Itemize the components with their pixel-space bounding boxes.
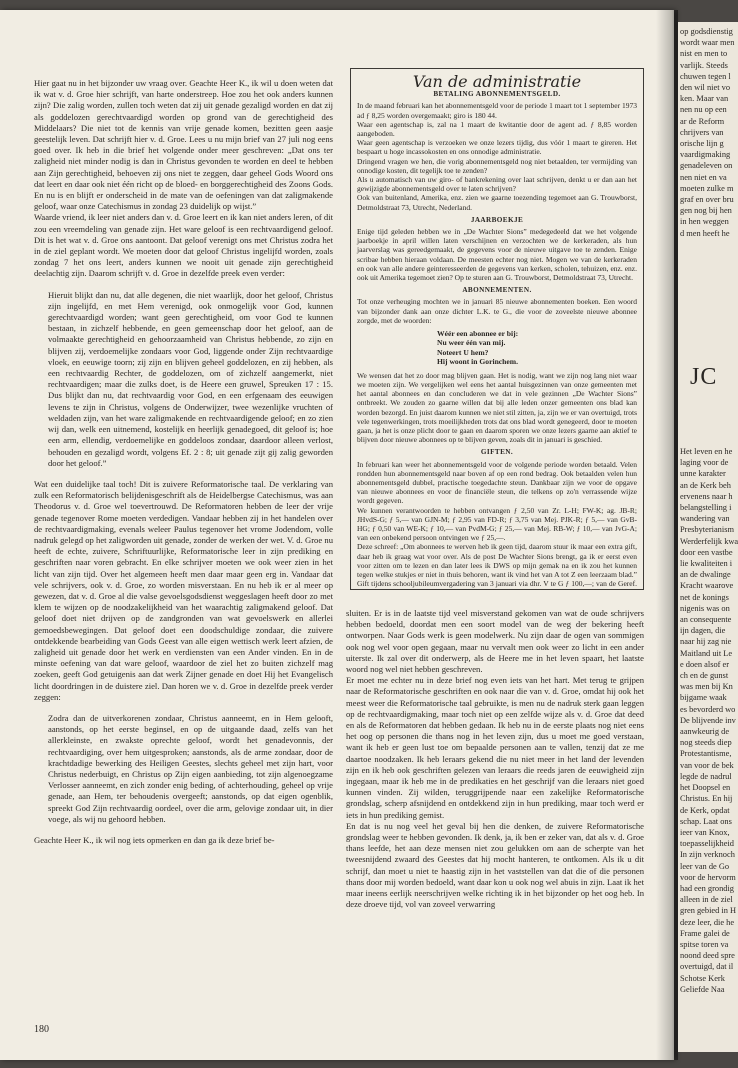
- adjacent-page-line: nen nu op een: [680, 105, 727, 115]
- block-quote: Hieruit blijkt dan nu, dat alle degenen, die niet waarlijk, door het geloof, Christus zijn ingelijfd, en met Hem verenigd, ook onmogelijk voor God, kunnen gerechtvaardigd worden; want geen gerechtigheid, om voor God te kunnen bestaan, in zichzelf hebbende, en geen gemeenschap door het geloof, aan de volmaakte gerechtigheid en gehoorzaamheid van Christus hebbende, zo zijn en blijven zij, verdoemelijke zondaars voor God, liggende onder Zijn rechtvaardige vloek, en eeuwige toorn; zij zijn en blijven geheel goddelozen, en zij hebben, als een rechtvaardig Rechter, de goddelozen, om of zichzelf aangemerkt, niet rechtvaardigen; maar die zulks doet, is de Heere een gruwel, Spreuken 17 : 15. Dus blijkt dan nu, dat rechtvaardig voor God, en een erfgenaam des eeuwigen levens te zijn in Christus, volgens de Onderwijzer, twee wezenlijke vruchten of weldaden zijn, van het ware zaligmakende en rechtvaardigende geloof; en zo zien wij dan, welk een uitnemend, kostelijk en heerlijk genadegoed, dit geloof is; hoe een arm, ellendig, verdoemelijke en goddeloos zondaar, daardoor alleen verlost, behouden en gezaligd wordt, volgens Ef. 2 : 8; uit genade zijt gij zalig geworden door het geloof.”: [48, 289, 333, 468]
- adjacent-page-line: Het leven en he: [680, 447, 733, 456]
- box-paragraph: Tot onze verheuging mochten we in januari 85 nieuwe abonnementen boeken. Een woord van bijzonder dank aan onze dichter L.K. te G., die voor de zoveelste nieuwe abonnee zorgde, met de woorden:: [357, 297, 637, 325]
- adjacent-page-line: wordt waar men: [680, 38, 735, 48]
- poem-line: Hij woont in Gorinchem.: [437, 357, 518, 367]
- adjacent-page-line: legde de nadrul: [680, 771, 732, 781]
- adjacent-page-line: Frame galei de: [680, 928, 730, 938]
- adjacent-page-line: had een grondig: [680, 883, 734, 893]
- box-paragraph: We kunnen verantwoorden te hebben ontvangen ƒ 2,50 van Zr. L-H; FW-K; ag. JB-R; JHvdS-G; ƒ 5,— van GJN-M; ƒ 2,95 van FD-R; ƒ 3,75 van Mej. PJK-R; ƒ 5,— van GvB-HG; ƒ 0,50 van WE-K; ƒ 10,— van PvdM-G; ƒ 25,— van Mej. RB-W; ƒ 10,— van JvG-A; van een onbekend persoon ontvingen we ƒ 25,—.: [357, 505, 637, 543]
- page-number: 180: [34, 1024, 49, 1035]
- adjacent-page-line: genadeleven on: [680, 161, 733, 171]
- adjacent-page-text-bottom: [680, 446, 738, 1046]
- poem-line: Wéér een abonnee er bij:: [437, 329, 519, 339]
- adjacent-page-line: lie kwaliteiten i: [680, 559, 733, 569]
- section-heading: ABONNEMENTEN.: [462, 286, 532, 295]
- section-heading: JAARBOEKJE: [470, 215, 524, 224]
- box-paragraph: Enige tijd geleden hebben we in „De Wachter Sions” medegedeeld dat we het volgende jaarboekje in april willen laten verschijnen en verzochten we de kerkeraden, als hun jaarverslag was gereedgemaakt, de gegevens voor de nieuwe uitgave toe te zenden. Enige scribae hebben hieraan voldaan. De meesten echter nog niet. Mogen we van de kerkeraden en ook van alle andere geinteresseerden de gegevens van kerken, scholen, tehuizen, enz. enz. ook uit Amerika tegemoet zien? Op te sturen aan G. Trouwborst, Detmoldstraat 73, Utrecht.: [357, 227, 637, 283]
- adjacent-page-line: aanwkeurig de: [680, 727, 730, 737]
- adjacent-page-line: deze leer, die he: [680, 917, 735, 927]
- adjacent-page-text-top: [680, 26, 738, 326]
- box-paragraph: Waar een agentschap is, zal na 1 maart de kwitantie door de agent ad. ƒ 8,85 worden aangeboden.: [357, 119, 637, 139]
- adjacent-page-line: laging voor de: [680, 458, 729, 468]
- adjacent-page-line: an consequente: [680, 615, 732, 625]
- poem-line: Noteert U hem?: [437, 347, 489, 357]
- adjacent-page-line: ervenens naar h: [680, 491, 733, 501]
- adjacent-page-line: van voor de bek: [680, 760, 734, 770]
- adjacent-page-line: nen niet en va: [680, 172, 727, 182]
- adjacent-page-line: Kracht waarove: [680, 581, 734, 591]
- book-gutter: [656, 10, 678, 1060]
- adjacent-page-line: toepasselijkheid: [680, 839, 734, 849]
- block-quote: Zodra dan de uitverkorenen zondaar, Christus aanneemt, en in Hem gelooft, aanstonds, op het eerste beginsel, en op de uitgaande daad, zelfs van het allerkleinste, en zwakste oprechte geloof, wordt het genadevonnis, der rechtvaardiging, over hem uitgesproken; aanstonds, als de arme zondaar, door de krachtdadige bewerking des Heiligen Geestes, slechts geheel met zijn hart, voor Christus nederbuigt, en Christus op Zijn eigen aanbieding, tot zijn algenoegzame Verlosser aanneemt, en zich zonder enig beding, of achterhouding, geheel op vrije genade, aan Hem, ter behoudenis overgeeft; aanstonds, op dat eigen ogenblik, spreekt God Zijn rechtvaardig oordeel, over die arm, gelovige zondaar uit, in dier voege, als wij nu gehoord hebben.: [48, 712, 333, 824]
- adjacent-page-line: nog steeds diep: [680, 738, 732, 748]
- box-paragraph: Deze schreef: „Om abonnees te werven heb ik geen tijd, daarom stuur ik maar een extra gift, daar heb ik graag wat voor over. Als de post De Wachter Sions brengt, ga ik er eerst even voor zitten om te lezen en dan later lees ik DWS op mijn gemak na en ik zou het kunnen tegen welke stukjes er niet in thuis behoren, want ik vind het van A tot Z een leerzaam blad.” Gift tijdens schooljubileumvergadering van 3 januari via dhr. V te G ƒ 100,—; van de Geref.: [357, 542, 637, 589]
- adjacent-page-line: es bevorderd wo: [680, 704, 736, 714]
- adjacent-page-line: ch en de gunst: [680, 671, 729, 681]
- adjacent-page-line: an de Kerk beh: [680, 480, 731, 490]
- adjacent-page-line: bijgame waak: [680, 693, 727, 703]
- adjacent-page-line: Protestantisme,: [680, 749, 732, 759]
- box-paragraph: Ook van buitenland, Amerika, enz. zien we gaarne toezending tegemoet aan G. Trouwborst, Detmoldstraat 73, Utrecht, Nederland.: [357, 193, 637, 212]
- section-heading: GIFTEN.: [480, 448, 514, 457]
- adjacent-page-line: Schotse Kerk: [680, 973, 725, 983]
- paragraph: Waarde vriend, ik leer niet anders dan v. d. Groe leert en ik kan niet anders leren, of dit zou een vreemdeling van genade zijn. Het ware geloof is een rechtvaardigend geloof. Dit is het wat v. d. Groe ons aantoont. Dat geloof verenigt ons met Christus zodra het in de ziel geplant wordt. We moeten door dat geloof Christus ingelijfd worden, zoals zondag 7 het ons leert, anders kunnen we nooit uit genade zijn gerechtigheid deelachtig zijn. Daarom schrijft v. d. Groe in dezelfde preek even verder:: [34, 212, 333, 279]
- adjacent-page-line: spitse toren va: [680, 939, 729, 949]
- adjacent-page-line: belangstelling i: [680, 503, 732, 513]
- adjacent-page-line: leer van de Go: [680, 861, 730, 871]
- adjacent-page-line: an de dwalinge: [680, 570, 731, 580]
- adjacent-page-line: den wil niet vo: [680, 83, 731, 93]
- adjacent-page-line: De blijvende inv: [680, 715, 736, 725]
- magazine-page: [0, 10, 674, 1060]
- adjacent-page-line: orische lijn g: [680, 139, 724, 149]
- adjacent-page-line: net de konings: [680, 592, 729, 602]
- adjacent-page-line: ieer van Knox,: [680, 827, 730, 837]
- adjacent-page-line: vaardigmaking: [680, 150, 731, 160]
- adjacent-page-line: chuwen tegen l: [680, 71, 731, 81]
- adjacent-page-line: Maitland uit Le: [680, 648, 733, 658]
- paragraph: sluiten. Er is in de laatste tijd veel misverstand gekomen van wat de oude schrijvers hebben bedoeld, doordat men een soort model van de weg der bekering heeft ontworpen. Naar Gods werk is geen modelwerk. Nu zijn daar de ogen van sommigen ook nog wel voor open gegaan, maar nu vervalt men ook weer zo licht in een ander uiterste. Ik zal over dit onderwerp, als de Heere me in het leven spaart, het laatste woord nog wel niet hebben geschreven.: [346, 608, 644, 675]
- box-paragraph: In februari kan weer het abonnementsgeld voor de volgende periode worden betaald. Velen rondden hun abonnementsgeld naar boven af op een rond bedrag. Ook betaalden velen hun abonnementsgeld dubbel, practische toegedachte steun. Dankbaar zijn we voor de opgave van nieuwe abonnees en voor de financiële steun, die telkens op zo'n verrassende wijze wordt gegeven.: [357, 459, 637, 506]
- adjacent-page-heading: JC: [690, 364, 718, 390]
- adjacent-page-line: In zijn verknoch: [680, 850, 735, 860]
- adjacent-page-line: e doen alsof er: [680, 659, 730, 669]
- adjacent-page-line: ken. Maar van: [680, 94, 729, 104]
- adjacent-page-line: in hen weggen: [680, 217, 729, 227]
- poem: [437, 329, 557, 367]
- paragraph: Er moet me echter nu in deze brief nog even iets van het hart. Met terug te grijpen naar de Reformatorische geschriften en ook naar die van v. d. Groe, omdat hij ook het meest weer die Reformatorische taal gebruikte, is men nu de nadruk sterk gaan leggen op de rechtvaardigmaking, maar toch niet op een zelfde wijze als v. d. Groe dat deed en als de Reformatoren dat hebben gedaan. Ik heb nu in de eerste plaats nog niet eens het oog op personen die thans nog in het leven zijn, dus u moet me goed verstaan, want ik heb er geen lust toe om bepaalde personen aan te vallen, tenzij dat ze me daartoe noodzaken. Ik heb leraars gekend die nu niet meer in het land der levenden zijn en ik heb ook geschriften gelezen van leraars die reeds jaren de eeuwigheid zijn ingegaan, maar ik heb me in de predikaties en het geschrijf van die leraars niet goed kunnen vinden. Zij wilden, teruggrijpende naar een zakelijke Reformatorische grondslag, scherp afsnijdend en ontdekkend zijn in hun prediking, maar toch werd er iets in hun prediking gemist.: [346, 675, 644, 820]
- adjacent-page-line: gren gebied in H: [680, 906, 737, 916]
- paragraph: En dat is nu nog veel het geval bij hen die denken, de zuivere Reformatorische grondslag weer te hebben gevonden. Ik denk, ja, ik ben er zeker van, dat als v. d. Groe thans leefde, het aan deze mensen niet zou gelukken om aan de scherpte van het tweesnijdend zwaard des Geestes dat hij mocht hanteren, te ontkomen. Als ik u dit schrijf, dan moet u niet te haastig zijn in het vaststellen van dat die of die personen thans door mij worden bedoeld, want daar kon u ook nog wel abuis in zijn. Laat ik het maar ineens eerlijk neerschrijven welke richting ik in het bijzonder op het oog heb. In deze droeve tijd, vol van zoveel verwarring: [346, 820, 644, 910]
- box-paragraph: Dringend vragen we hen, die vorig abonnementsgeld nog niet betaalden, ter vermijding van onnodige kosten, dit tegelijk toe te zenden?: [357, 156, 637, 175]
- adjacent-page-line: moeten zulke m: [680, 183, 734, 193]
- adjacent-page-line: op godsdienstig: [680, 27, 733, 36]
- adjacent-page-line: ijn dagen, die: [680, 626, 726, 636]
- box-paragraph: Waar geen agentschap is verzoeken we onze lezers tijdig, dus vóór 1 maart te gireren. Het bespaart u hoge incassokosten en ons onnodige administratie.: [357, 138, 637, 157]
- adjacent-page-line: alleen in de ziel: [680, 895, 733, 905]
- adjacent-page-line: noond deed spre: [680, 951, 735, 961]
- section-heading: BETALING ABONNEMENTSGELD.: [433, 90, 561, 99]
- adjacent-page-line: nist en men to: [680, 49, 728, 59]
- adjacent-page-line: voor de hervorm: [680, 872, 736, 882]
- administration-box: [350, 68, 644, 590]
- adjacent-page-line: het Doopsel en: [680, 783, 731, 793]
- adjacent-page-line: nigenis was on: [680, 603, 730, 613]
- adjacent-page-line: naar hij zag nie: [680, 637, 732, 647]
- adjacent-page-line: chrijvers van: [680, 127, 724, 137]
- box-paragraph: We wensen dat het zo door mag blijven gaan. Het is nodig, want we zijn nog lang niet waar we moeten zijn. We vergelijken wel eens het aantal huisgezinnen van onze gemeenten met het aantal abonnees en dan concluderen we dat in vele gezinnen „De Wachter Sions” ontbreekt. We zouden zo gaarne willen dat bij alle leden onzer gemeenten ons blad kan worden bezorgd. En juist daarom kunnen we niet stil zitten, ja, zijn we er van overtuigd, trots vele tegenwerkingen, trots moeilijkheden trots dat ons blad wordt genegeerd, door te moeten gaan, ja het is onze plicht door te gaan en daarom sporen we onze lezers gaarne aan aktief te blijven door nieuwe abonnees op te blijven geven, zoals dit in januari is geschied.: [357, 370, 637, 445]
- adjacent-page-line: unne karakter: [680, 469, 726, 479]
- adjacent-page-line: wandering van: [680, 514, 730, 524]
- paragraph: Hier gaat nu in het bijzonder uw vraag over. Geachte Heer K., ik wil u doen weten dat ik wat v. d. Groe hier schrijft, van harte onderstreep. Hoe zou het ook anders kunnen zijn? Die zalig worden, zullen toch weten dat zij uit genade gezaligd worden en dat zij als goddelozen gerechtvaardigd worden op grond van de gerechtigheid des Middelaars? Die niet tot de kennis van vrije genade komen, bezitten geen aasje geestelijk leven. Dat schrijft hier v. d. Groe. Lees u nu mijn brief van 27 juli nog eens goed over. Ik heb in die brief het volgende onder meer geschreven: „Dat ons ter zaligheid niet minder nodig is dan in Christus gevonden te worden en deel te hebben aan Zijn gerechtigheid, behoeven zij ons niet te zeggen, daar geheel Gods Woord ons dat leert en daar ook niet één richt op de bloed- en borggerechtigheid des Zoons Gods. En nu is en blijft er onderscheid in de mate van de oefeningen van dat zaligmakende geloof, waar onze Catechismus in zondag 23 duidelijk op wijst.”: [34, 78, 333, 212]
- box-title: Van de administratie: [412, 72, 582, 91]
- box-paragraph: Als u automatisch van uw giro- of bankrekening over laat schrijven, denkt u er dan aan het gewijzigde abonnementsgeld over te laten schrijven?: [357, 175, 637, 194]
- adjacent-page-line: de Kerk, opdat: [680, 805, 730, 815]
- adjacent-page-line: Presbyterianism: [680, 525, 734, 535]
- adjacent-page-line: graf en over bru: [680, 195, 734, 205]
- poem-line: Nu weer één van mij.: [437, 338, 506, 348]
- paragraph: Geachte Heer K., ik wil nog iets opmerken en dan ga ik deze brief be-: [34, 835, 275, 845]
- adjacent-page-line: was men bij Kn: [680, 682, 733, 692]
- adjacent-page-line: Geliefde Naa: [680, 984, 725, 994]
- adjacent-page-line: d men heeft he: [680, 228, 730, 238]
- adjacent-page-line: Werderfelijk kwa: [680, 536, 738, 546]
- adjacent-page-line: Christus. En hij: [680, 794, 733, 804]
- article-left-column: [34, 78, 333, 1018]
- adjacent-page: [678, 22, 738, 1052]
- adjacent-page-line: varlijk. Steeds: [680, 60, 728, 70]
- box-paragraph: In de maand februari kan het abonnementsgeld voor de periode 1 maart tot 1 september 1973 ad ƒ 8,25 worden overgemaakt; giro is 180 44.: [357, 101, 637, 120]
- adjacent-page-line: overtuigd, dat il: [680, 962, 734, 972]
- adjacent-page-line: gen nog bij hen: [680, 206, 732, 216]
- adjacent-page-line: door een vastbe: [680, 547, 733, 557]
- article-right-column: [346, 608, 644, 1046]
- paragraph: Wat een duidelijke taal toch! Dit is zuivere Reformatorische taal. De verklaring van zulk een Reformatorisch belijdenisgeschrift als de Heidelbergse Catechismus, was aan Theodorus v. d. Groe wel toevertrouwd. De Reformatoren hebben de leer der vrije genade tegenover Rome moeten verdedigen. Vandaar hebben zij in het handelen over de rechtvaardigmaking, evenals weleer Paulus tegenover het vrome Jodendom, volle nadruk gelegd op het zaligworden uit genade, zonder de werken der wet. V. d. Groe nu heeft de echte, zuivere, Schriftuurlijke, Reformatorische leer in zijn prediking en geschriften naar voren gebracht. En elke schrijver moeten we ook weer zien in het licht van zijn tijd. Over het algemeen heeft men daar maar geen erg in. Vandaar dat vele schrijvers, ook v. d. Groe, zo worden misverstaan. En nu heb ik er al meer op gewezen, dat v. d. Groe al die valse gevoelsgodsdienst weggeslagen heeft door zo met klem te wijzen op de noodzakelijkheid van het waarachtig zaligmakend geloof. Dat geloof doet niet drijven op de zandgronden van wat gevoelswerk en allerlei gemoedsbewegingen. Dat geloof doet een doodschuldige zondaar, die zuivere ontdekkende bearbeiding van Gods Geest van alle eigen wettisch werk leert afzien, de zaligheid uit genade door het werk en verdiensten van een Ander vinden. En in de minste oefening van dat ware geloof, waardoor de ziel het zo buiten zichzelf mag zoeken, geeft God getuigenis aan dat werk Zijner genade en doet Hij het Evangelisch licht doordringen in de duistere ziel. Dan horen we v. d. Groe in dezelfde preek verder zeggen:: [34, 478, 333, 702]
- adjacent-page-line: ar de Reform: [680, 116, 725, 126]
- adjacent-page-line: schap. Laat ons: [680, 816, 732, 826]
